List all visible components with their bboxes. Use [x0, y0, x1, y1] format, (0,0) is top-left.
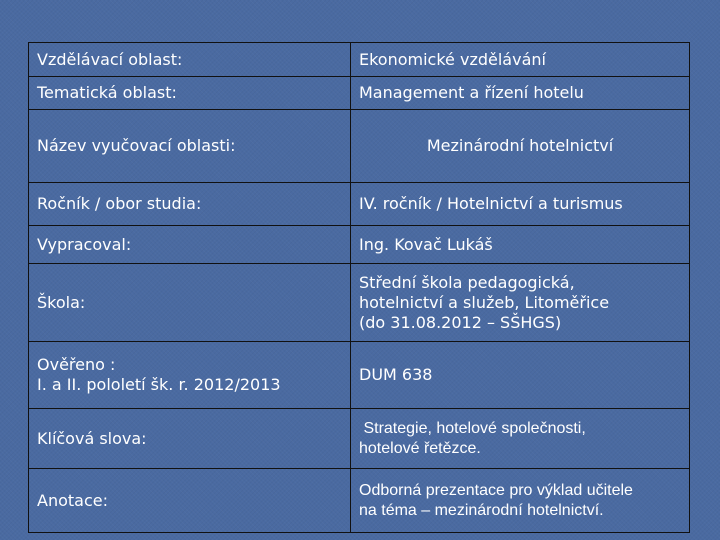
course-info-table	[28, 42, 690, 533]
skola-line-3: (do 31.08.2012 – SŠHGS)	[359, 312, 562, 332]
anotace-line-1: Odborná prezentace pro výklad učitele	[359, 481, 633, 499]
row-value-vzdelavaci-oblast: Ekonomické vzdělávání	[351, 43, 690, 77]
row-label-tematicka-oblast: Tematická oblast:	[29, 77, 351, 110]
row-label-rocnik-obor: Ročník / obor studia:	[29, 183, 351, 226]
row-label-overeno	[29, 342, 351, 409]
row-value-rocnik-obor: IV. ročník / Hotelnictví a turismus	[351, 183, 690, 226]
table-row	[29, 226, 690, 264]
row-label-nazev-vyucovaci-oblasti: Název vyučovací oblasti:	[29, 110, 351, 183]
table-row	[29, 43, 690, 77]
table-row	[29, 409, 690, 469]
row-value-vypracoval: Ing. Kovač Lukáš	[351, 226, 690, 264]
table-row	[29, 77, 690, 110]
row-value-nazev-vyucovaci-oblasti: Mezinárodní hotelnictví	[351, 110, 690, 183]
row-label-anotace: Anotace:	[29, 469, 351, 533]
table-row	[29, 342, 690, 409]
skola-line-1: Střední škola pedagogická,	[359, 272, 575, 292]
skola-line-2: hotelnictví a služeb, Litoměřice	[359, 292, 610, 312]
table-row	[29, 264, 690, 342]
klicova-slova-line-1: Strategie, hotelové společnosti,	[359, 419, 586, 437]
overeno-line-2: I. a II. pololetí šk. r. 2012/2013	[37, 375, 281, 394]
row-value-anotace	[351, 469, 690, 533]
row-value-overeno: DUM 638	[351, 342, 690, 409]
row-label-vypracoval: Vypracoval:	[29, 226, 351, 264]
row-value-skola	[351, 264, 690, 342]
anotace-line-2: na téma – mezinárodní hotelnictví.	[359, 501, 604, 519]
row-label-klicova-slova: Klíčová slova:	[29, 409, 351, 469]
klicova-slova-line-2: hotelové řetězce.	[359, 439, 481, 457]
table-row	[29, 183, 690, 226]
row-label-vzdelavaci-oblast: Vzdělávací oblast:	[29, 43, 351, 77]
row-label-skola: Škola:	[29, 264, 351, 342]
table-row	[29, 469, 690, 533]
table-row	[29, 110, 690, 183]
row-value-klicova-slova	[351, 409, 690, 469]
overeno-line-1: Ověřeno :	[37, 355, 116, 374]
row-value-tematicka-oblast: Management a řízení hotelu	[351, 77, 690, 110]
